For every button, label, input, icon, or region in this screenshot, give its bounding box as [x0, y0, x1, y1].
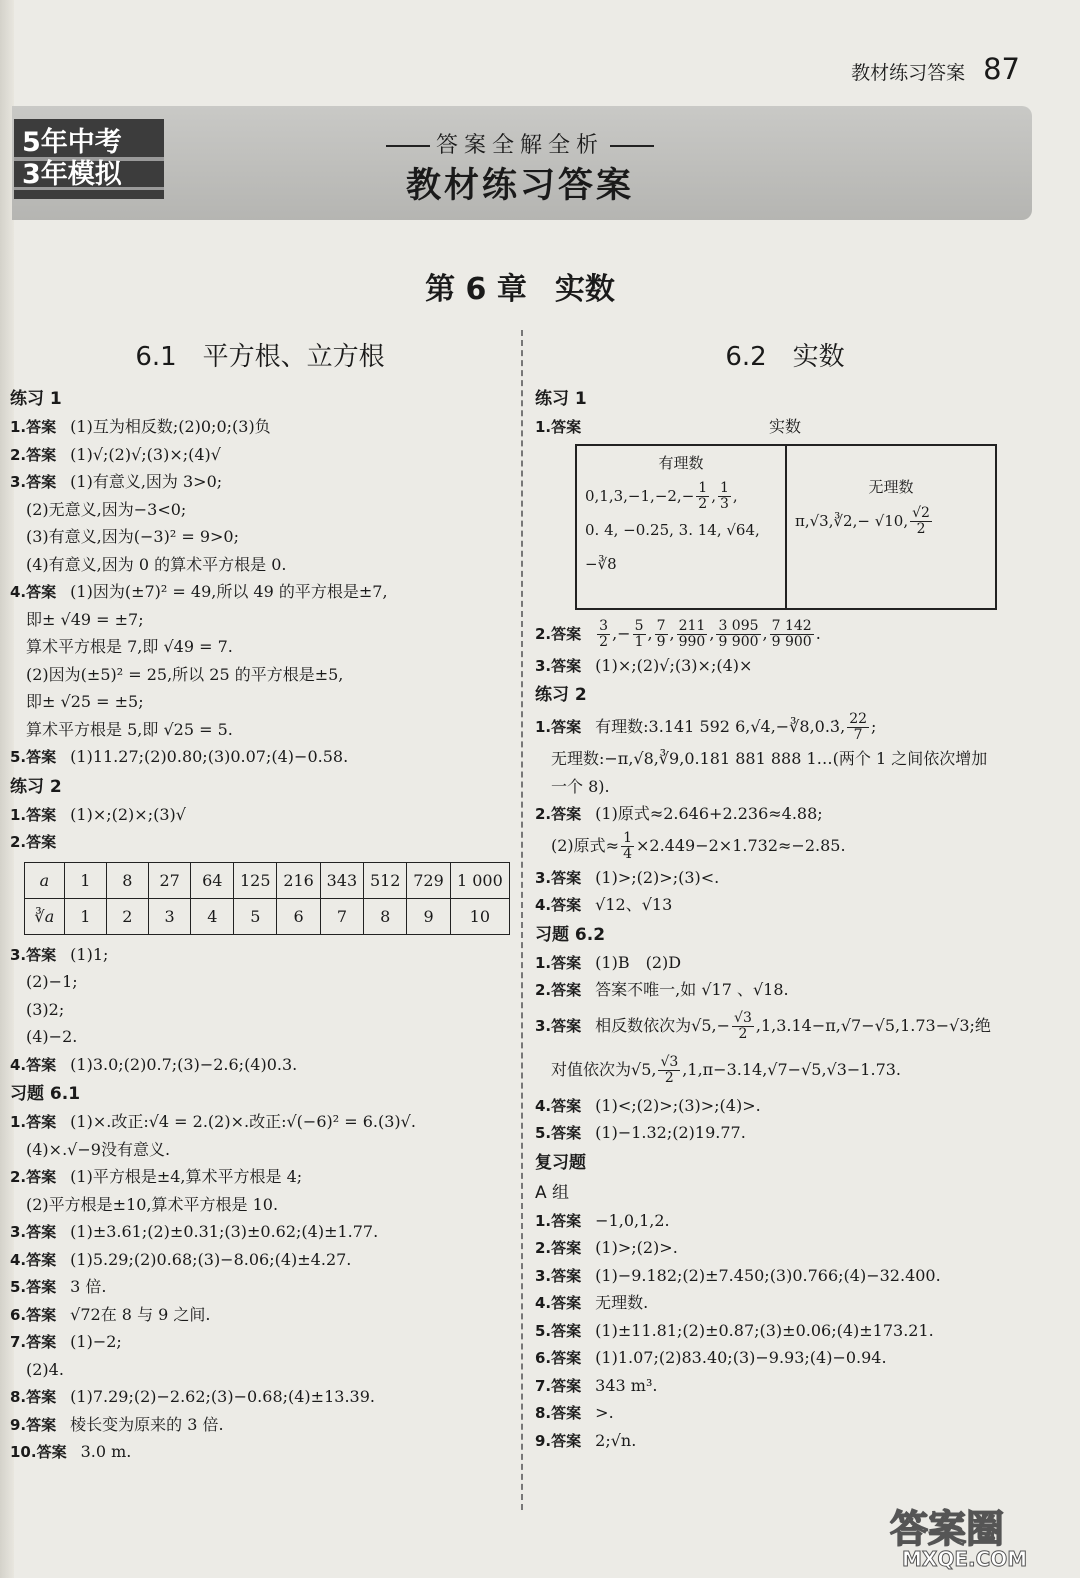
- answer-label: 答案: [551, 1096, 582, 1115]
- question-number: 10.: [10, 1443, 37, 1461]
- fraction: [770, 619, 814, 650]
- answer-line: [10, 1246, 510, 1274]
- logo-line1: 5年中考: [22, 127, 122, 158]
- fraction: [910, 506, 932, 537]
- question-number: 5.: [10, 748, 27, 766]
- table-cell: 343: [320, 862, 363, 898]
- section-6-2-title: 6.2 实数: [725, 342, 845, 372]
- answer-text: (1)5.29;(2)0.68;(3)−8.06;(4)±4.27.: [70, 1249, 352, 1269]
- fraction-denominator: 7: [853, 727, 863, 743]
- exercise-2-q1-cont: [535, 745, 1035, 800]
- table-cell: 3: [148, 898, 191, 934]
- exercise-2-heading: 练习 2: [10, 776, 62, 797]
- answer-line: [10, 1136, 510, 1164]
- running-head-title: 教材练习答案: [851, 62, 966, 84]
- question-number: 3.: [10, 945, 27, 964]
- review-heading: 复习题: [535, 1152, 586, 1173]
- answer-text: ,1,3.14−π,√7−√5,1.73−√3;绝: [755, 1015, 991, 1035]
- fraction-numerator: 1: [698, 480, 708, 496]
- answer-line: [10, 578, 510, 606]
- answer-text: (1)×.改正:√4 = 2.(2)×.改正:√(−6)² = 6.(3)√.: [70, 1112, 416, 1131]
- answer-line: [535, 1207, 1035, 1235]
- answer-line: [10, 413, 510, 441]
- question-number: 3.: [535, 868, 552, 887]
- answer-text: 相反数依次为√5,−: [595, 1015, 731, 1035]
- question-number: 5.: [535, 1321, 552, 1340]
- question-number: 5.: [535, 1124, 552, 1142]
- exercise-2-q3-cont: [10, 968, 510, 1051]
- question-number: 3.: [535, 656, 552, 675]
- answer-text: (4)×.√−9没有意义.: [26, 1139, 171, 1159]
- answer-label: 答案: [551, 1266, 582, 1285]
- table-cell: 216: [277, 862, 320, 898]
- answer-line: [535, 709, 1035, 745]
- section-6-1-title: 6.1 平方根、立方根: [135, 342, 385, 372]
- answer-text: (1)<;(2)>;(3)>;(4)>.: [595, 1095, 761, 1115]
- answer-label: 答案: [551, 1016, 582, 1035]
- answer-line: [10, 441, 510, 469]
- answer-label: 答案: [551, 896, 582, 914]
- answer-text: −1,0,1,2.: [595, 1210, 670, 1230]
- answer-cont-line: (3)2;: [26, 999, 65, 1019]
- table-cell: 125: [234, 862, 277, 898]
- answer-label: 答案: [26, 945, 57, 964]
- question-number: 1.: [535, 718, 552, 736]
- answer-line: [10, 941, 510, 969]
- answer-text: (1)−9.182;(2)±7.450;(3)0.766;(4)−32.400.: [595, 1265, 941, 1285]
- question-number: 2.: [535, 981, 552, 999]
- answer-cont-line: [535, 1048, 1035, 1092]
- fraction-numerator: 7 142: [771, 617, 812, 634]
- question-number: 7.: [10, 1333, 27, 1351]
- rational-line-1: 0,1,3,−1,−2,− $\frac{1}{2}$ , $\frac{1}{3}$ ,: [585, 480, 738, 512]
- answer-line: [10, 1191, 510, 1219]
- answer-label: 答案: [551, 656, 582, 675]
- logo-line2: 3年模拟: [22, 159, 122, 190]
- table-cell: 1: [64, 862, 106, 898]
- question-number: 9.: [535, 1431, 552, 1450]
- answer-cont-line: (2)因为(±5)² = 25,所以 25 的平方根是±5,: [26, 664, 344, 684]
- answer-line: [10, 468, 510, 496]
- table-cell: 729: [407, 862, 450, 898]
- table-cell: 64: [191, 862, 234, 898]
- column-divider: [521, 330, 523, 1510]
- answer-text: 343 m³.: [595, 1375, 658, 1395]
- answer-label: 答案: [26, 1223, 57, 1241]
- fraction: [677, 619, 708, 650]
- fraction-denominator: 4: [623, 845, 632, 862]
- fraction-numerator: 3: [599, 617, 609, 634]
- rational-line-2: 0. 4, −0.25, 3. 14, √64,: [585, 520, 760, 539]
- fraction-numerator: 7: [656, 617, 666, 634]
- answer-text: (1)原式≈2.646+2.236≈4.88;: [595, 804, 823, 823]
- fraction: [655, 619, 668, 650]
- exercise-1-heading: 练习 1: [10, 389, 62, 409]
- fraction-denominator: 2: [916, 521, 926, 537]
- homework-6-1-list: [10, 1108, 510, 1466]
- question-number: 2.: [10, 445, 27, 464]
- cube-table-row-a: [25, 862, 510, 898]
- table-cell: 5: [234, 898, 277, 934]
- fraction-numerator: 1: [623, 829, 632, 846]
- answer-line: [535, 1092, 1035, 1120]
- table-cell: 1 000: [450, 862, 509, 898]
- answer-text: (2)原式≈: [551, 835, 620, 855]
- fraction: [621, 831, 634, 862]
- exercise-1-q3-cont: [10, 496, 510, 579]
- answer-line: [10, 1356, 510, 1384]
- watermark-text: 答案圈: [890, 1507, 1005, 1551]
- table-cell: 27: [148, 862, 191, 898]
- answer-text: 3.0 m.: [80, 1442, 132, 1461]
- fraction-denominator: 2: [599, 633, 609, 650]
- question-number: 4.: [535, 1096, 552, 1115]
- fraction: [847, 712, 869, 743]
- question-number: 8.: [535, 1404, 552, 1422]
- rational-line-3: −∛8: [585, 554, 617, 573]
- table-cell: 2: [106, 898, 148, 934]
- answer-label: 答案: [551, 1321, 582, 1340]
- answer-cont-line: 一个 8).: [551, 776, 610, 796]
- cube-table-row-cbrt: [25, 898, 510, 934]
- answer-line: [535, 976, 1035, 1004]
- answer-label: 答案: [551, 418, 582, 436]
- fraction: [696, 481, 709, 512]
- answer-text: (1)互为相反数;(2)0;0;(3)负: [70, 417, 271, 436]
- answer-label: 答案: [551, 1294, 582, 1312]
- answer-cont-line: 算术平方根是 5,即 √25 = 5.: [26, 719, 233, 739]
- answer-label: 答案: [26, 1055, 57, 1074]
- fraction: [658, 1055, 680, 1086]
- table-cell: 6: [277, 898, 320, 934]
- answer-line: [535, 891, 1035, 919]
- subtitle-rule-right: [610, 145, 654, 147]
- fraction: [718, 481, 731, 512]
- fraction-denominator: 3: [719, 496, 729, 512]
- banner-subtitle-text: 答案全解全析: [435, 133, 604, 158]
- answer-text: (1)×;(2)×;(3)√: [70, 804, 186, 824]
- question-number: 3.: [535, 1266, 552, 1285]
- answer-line: [10, 828, 510, 856]
- fraction-numerator: √2: [912, 505, 930, 521]
- fraction-denominator: 2: [738, 1025, 748, 1042]
- answer-text: ;: [871, 717, 877, 736]
- answer-text: (1)−1.32;(2)19.77.: [595, 1123, 746, 1142]
- banner-title: 教材练习答案: [405, 166, 634, 206]
- question-number: 8.: [10, 1388, 27, 1406]
- question-number: 2.: [535, 1239, 552, 1257]
- question-number: 1.: [535, 418, 552, 436]
- answer-text: √72在 8 与 9 之间.: [70, 1304, 211, 1324]
- answer-cont-line: (2)无意义,因为−3<0;: [26, 499, 187, 519]
- answer-text: √12、√13: [595, 895, 673, 914]
- answer-text: (1)有意义,因为 3>0;: [70, 472, 223, 491]
- sign: −: [617, 623, 631, 643]
- answer-text: (1)3.0;(2)0.7;(3)−2.6;(4)0.3.: [70, 1054, 298, 1074]
- answer-text: (1)1.07;(2)83.40;(3)−9.93;(4)−0.94.: [595, 1348, 887, 1367]
- page-number: 87: [983, 52, 1020, 86]
- answer-label: 答案: [26, 1333, 57, 1351]
- answer-line: [535, 652, 1035, 680]
- answer-text: (1)11.27;(2)0.80;(3)0.07;(4)−0.58.: [70, 747, 349, 766]
- answer-cont-line: (2)−1;: [26, 972, 78, 991]
- answer-line: [10, 1108, 510, 1136]
- answer-text: (2)平方根是±10,算术平方根是 10.: [26, 1194, 279, 1214]
- answer-label: 答案: [26, 473, 57, 491]
- answer-text: (1)±3.61;(2)±0.31;(3)±0.62;(4)±1.77.: [70, 1222, 379, 1241]
- cube-root-table: [24, 862, 510, 935]
- question-number: 5.: [10, 1278, 27, 1296]
- answer-label: 答案: [26, 445, 57, 464]
- answer-cont-line: 即± √49 = ±7;: [26, 609, 144, 629]
- question-number: 1.: [535, 953, 552, 972]
- answer-text: 有理数:3.141 592 6,√4,−∛8,0.3̇,: [595, 717, 846, 736]
- answer-text: (1)因为(±7)² = 49,所以 49 的平方根是±7,: [70, 582, 388, 601]
- question-number: 3.: [10, 473, 27, 491]
- answer-text: 答案不唯一,如 √17 、√18.: [595, 980, 789, 999]
- right-column: [535, 330, 1035, 1454]
- chapter-title: [0, 264, 1040, 308]
- answer-line: [535, 1234, 1035, 1262]
- question-number: 4.: [535, 896, 552, 914]
- question-number: 4.: [10, 1055, 27, 1074]
- fraction: [732, 1011, 754, 1042]
- table-cell: 8: [364, 898, 407, 934]
- answer-text: (1)平方根是±4,算术平方根是 4;: [70, 1167, 303, 1186]
- watermark-logo: [880, 1500, 1060, 1570]
- table-cell: 7: [320, 898, 363, 934]
- fraction-numerator: √3: [660, 1053, 679, 1070]
- rational-cell: [577, 446, 787, 608]
- fraction: [633, 619, 646, 650]
- chapter-name: 实数: [554, 272, 615, 307]
- answer-text: (1)7.29;(2)−2.62;(3)−0.68;(4)±13.39.: [70, 1387, 375, 1406]
- question-number: 1.: [535, 1211, 552, 1230]
- answer-line: [10, 1218, 510, 1246]
- answer-text: (2)4.: [26, 1359, 64, 1379]
- answer-line: [535, 1289, 1035, 1317]
- answer-label: 答案: [551, 868, 582, 887]
- table-cell: 1: [64, 898, 106, 934]
- fraction-denominator: 9: [656, 633, 666, 650]
- answer-line: [10, 1301, 510, 1329]
- fraction: [597, 619, 610, 650]
- exercise-1-heading-r: 练习 1: [535, 389, 587, 409]
- answer-label: 答案: [26, 418, 57, 436]
- fraction-denominator: 1: [634, 633, 644, 650]
- answer-label: 答案: [26, 1305, 57, 1324]
- fraction-numerator: 211: [678, 617, 706, 634]
- answer-label: 答案: [26, 583, 57, 601]
- table-cell: 4: [191, 898, 234, 934]
- answer-line: [10, 1163, 510, 1191]
- table-cell: 512: [364, 862, 407, 898]
- question-number: 1.: [10, 418, 27, 436]
- running-head: [851, 52, 1020, 86]
- answer-cont-line: (3)有意义,因为(−3)² = 9>0;: [26, 527, 239, 546]
- chapter-number: 第 6 章: [425, 272, 527, 307]
- answer-label: 答案: [551, 718, 582, 736]
- answer-line: [535, 1399, 1035, 1427]
- answer-line: [10, 1328, 510, 1356]
- fraction-denominator: 2: [698, 496, 708, 512]
- homework-6-2-heading: 习题 6.2: [535, 924, 606, 945]
- answer-text: >.: [595, 1403, 614, 1422]
- rational-text: 0,1,3,−1,−2,−: [585, 486, 695, 505]
- answer-label: 答案: [551, 624, 582, 643]
- answer-line: [535, 1372, 1035, 1400]
- answer-label: 答案: [26, 1250, 57, 1269]
- answer-label: 答案: [26, 1415, 57, 1434]
- answer-text: (1)>;(2)>;(3)<.: [595, 867, 720, 887]
- fraction-denominator: 9 900: [771, 633, 812, 650]
- answer-label: 答案: [26, 1113, 57, 1131]
- question-number: 9.: [10, 1415, 27, 1434]
- irrational-cell: [787, 446, 995, 608]
- irrational-text: π,√3,∛2,− √10,: [795, 511, 909, 530]
- answer-line: [10, 1273, 510, 1301]
- fraction-numerator: 22: [849, 711, 868, 727]
- answer-line: [535, 1427, 1035, 1455]
- answer-text: (1)1;: [70, 944, 109, 964]
- question-number: 2.: [535, 805, 552, 823]
- answer-label: 答案: [551, 805, 582, 823]
- fraction-numerator: √3: [734, 1009, 752, 1026]
- answer-label: 答案: [26, 833, 57, 851]
- answer-line: [535, 800, 1035, 828]
- irrational-line: [795, 503, 987, 539]
- answer-label: 答案: [551, 1349, 582, 1367]
- answer-line: [10, 1383, 510, 1411]
- question-number: 7.: [535, 1376, 552, 1395]
- table-cell: 9: [407, 898, 450, 934]
- question-number: 1.: [10, 1113, 27, 1131]
- answer-text: (1)±11.81;(2)±0.87;(3)±0.06;(4)±173.21.: [595, 1320, 934, 1340]
- answer-text: 无理数.: [595, 1293, 649, 1312]
- fraction-denominator: 9 900: [718, 633, 759, 650]
- answer-text: (1)B (2)D: [595, 952, 682, 972]
- table-cell: 8: [106, 862, 148, 898]
- exercise-2-heading-r: 练习 2: [535, 685, 587, 705]
- fraction-numerator: 1: [719, 480, 729, 496]
- answer-line: [535, 864, 1035, 892]
- answer-label: 答案: [551, 1239, 582, 1257]
- answer-label: 答案: [26, 1168, 57, 1186]
- answer-line: [10, 1438, 510, 1466]
- answer-label: 答案: [36, 1443, 67, 1461]
- question-number: 4.: [535, 1294, 552, 1312]
- answer-cont-line: [535, 828, 1035, 864]
- answer-label: 答案: [551, 1431, 582, 1450]
- fraction-numerator: 3 095: [718, 617, 759, 634]
- answer-line: 2.答案 $\frac{3}{2}$ ,− $\frac{5}{1}$ , $\frac{7}{9}$ , $\frac{211}{990}$ , $\frac{3 095}{9 900}$ , $\frac{7 142}{9 900}$ .: [535, 617, 821, 650]
- subtitle-rule-left: [386, 145, 430, 147]
- fraction: [716, 619, 760, 650]
- answer-text: (1)−2;: [70, 1332, 122, 1351]
- homework-6-2-rest: [535, 1092, 1035, 1147]
- real-number-classification-table: [575, 444, 997, 610]
- question-number: 6.: [535, 1349, 552, 1367]
- question-number: 2.: [10, 833, 27, 851]
- real-number-caption: 实数: [768, 416, 801, 436]
- answer-text: ×2.449−2×1.732≈−2.85.: [636, 835, 846, 855]
- answer-line: [10, 743, 510, 771]
- question-number: 3.: [535, 1016, 552, 1035]
- answer-label: 答案: [551, 1404, 582, 1422]
- answer-label: 答案: [551, 1124, 582, 1142]
- exercise-1-list: [10, 413, 510, 496]
- answer-text: 3 倍.: [70, 1277, 107, 1296]
- answer-line: [535, 1262, 1035, 1290]
- answer-text: ,1,π−3.14,√7−√5,√3−1.73.: [682, 1059, 902, 1079]
- table-header-cell: a: [25, 862, 65, 898]
- answer-line: [535, 1119, 1035, 1147]
- question-number: 2.: [535, 624, 552, 643]
- table-header-cell: ∛a: [25, 898, 65, 934]
- answer-text: (1)×;(2)√;(3)×;(4)×: [595, 655, 753, 675]
- exercise-1-q4-cont: [10, 606, 510, 744]
- answer-cont-line: 无理数:−π,√8,∛9,0.181 881 888 1…(两个 1 之间依次增加: [551, 749, 988, 768]
- watermark-url: MXQE.COM: [902, 1547, 1028, 1570]
- banner-subtitle: [370, 128, 670, 159]
- review-list: [535, 1207, 1035, 1455]
- answer-label: 答案: [26, 805, 57, 824]
- answer-cont-line: (4)有意义,因为 0 的算术平方根是 0.: [26, 554, 287, 574]
- answer-text: 棱长变为原来的 3 倍.: [70, 1414, 224, 1434]
- group-a-heading: A 组: [535, 1182, 570, 1203]
- irrational-heading: 无理数: [868, 477, 914, 496]
- answer-line: [10, 1051, 510, 1079]
- answer-line: [10, 1411, 510, 1439]
- answer-label: 答案: [551, 1376, 582, 1395]
- answer-label: 答案: [26, 748, 57, 766]
- answer-line: [535, 1004, 1035, 1048]
- question-number: 4.: [10, 583, 27, 601]
- answer-text: 对值依次为√5,: [551, 1059, 657, 1079]
- answer-cont-line: 算术平方根是 7,即 √49 = 7.: [26, 637, 233, 656]
- answer-label: 答案: [26, 1278, 57, 1296]
- answer-label: 答案: [26, 1388, 57, 1406]
- answer-line: [535, 1344, 1035, 1372]
- brand-logo: [12, 113, 172, 205]
- question-number: 6.: [10, 1305, 27, 1324]
- answer-text: (1)>;(2)>.: [595, 1238, 678, 1257]
- table-cell: 10: [450, 898, 509, 934]
- answer-text: 2;√n.: [595, 1430, 637, 1450]
- answer-text: (1)√;(2)√;(3)×;(4)√: [70, 444, 221, 464]
- answer-line: [535, 1317, 1035, 1345]
- question-number: 1.: [10, 805, 27, 824]
- question-number: 2.: [10, 1168, 27, 1186]
- question-number: 3.: [10, 1223, 27, 1241]
- left-column: [10, 330, 510, 1466]
- answer-cont-line: 即± √25 = ±5;: [26, 692, 144, 711]
- answer-label: 答案: [551, 1211, 582, 1230]
- answer-line: [535, 949, 1035, 977]
- answer-line: [10, 801, 510, 829]
- fraction-numerator: 5: [634, 617, 644, 634]
- rational-heading: 有理数: [658, 453, 704, 472]
- question-number: 4.: [10, 1250, 27, 1269]
- answer-label: 答案: [551, 953, 582, 972]
- answer-cont-line: (4)−2.: [26, 1027, 78, 1046]
- fraction-denominator: 2: [664, 1069, 674, 1086]
- homework-6-1-heading: 习题 6.1: [10, 1084, 81, 1104]
- answer-label: 答案: [551, 981, 582, 999]
- fraction-denominator: 990: [678, 633, 706, 650]
